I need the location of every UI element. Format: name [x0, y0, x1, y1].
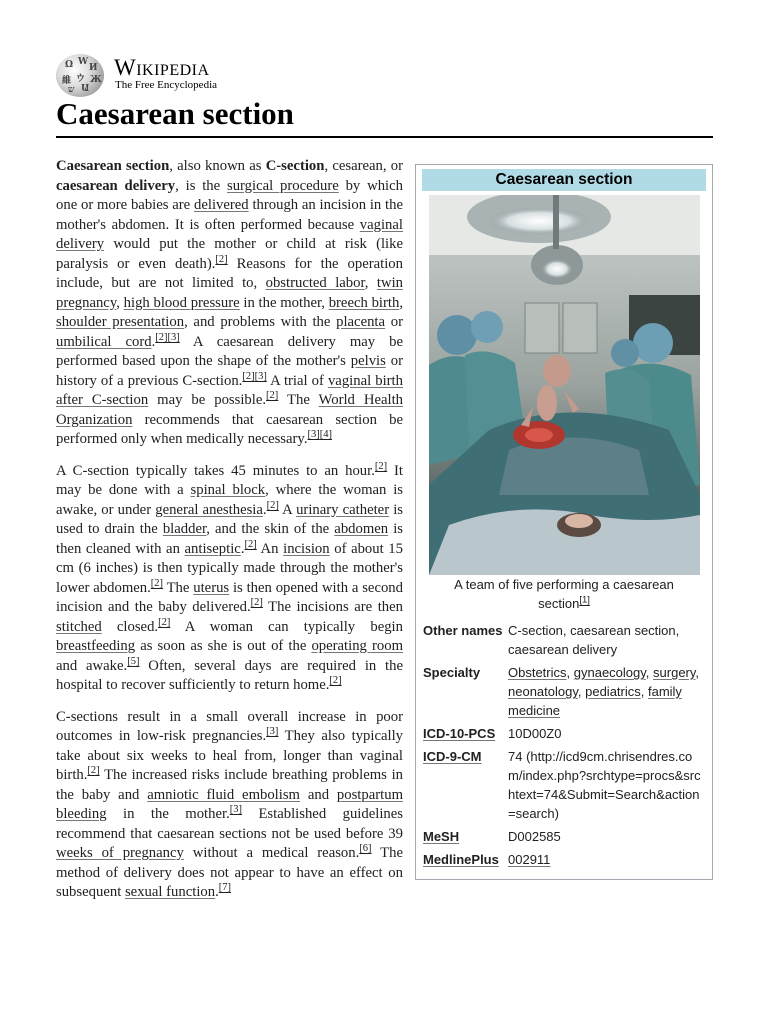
ref-link[interactable]: [2] — [155, 331, 168, 343]
link-obstructed-labor[interactable]: obstructed labor — [265, 275, 365, 291]
link-uterus[interactable]: uterus — [193, 579, 230, 596]
text-span: Reasons for the operation include, but are not limited to, — [56, 255, 403, 291]
text-span: A — [278, 501, 297, 518]
text-span: The — [278, 392, 319, 408]
text-span: , and problems with the — [184, 314, 337, 330]
medlineplus-value-link[interactable]: 002911 — [508, 852, 551, 867]
ref-link[interactable]: [2] — [266, 390, 279, 402]
link-placenta[interactable]: placenta — [336, 314, 386, 330]
infobox-row-other-names — [422, 619, 706, 661]
text-span: without a medical reason. — [183, 845, 360, 861]
text-span: A caesarean delivery may be performed based upon the shape of the mother's — [56, 333, 403, 369]
site-tagline: The Free Encyclopedia — [115, 79, 218, 91]
text-span: , — [116, 294, 124, 311]
specialty-link-pediatrics[interactable]: pediatrics — [585, 684, 641, 699]
infobox-row-icd9 — [422, 745, 706, 825]
ref-link[interactable]: [5] — [127, 655, 140, 667]
infobox-title: Caesarean section — [422, 169, 706, 191]
icd9-label-link[interactable]: ICD-9-CM — [423, 749, 482, 764]
text-span: and awake. — [56, 657, 128, 674]
text-span: A C-section typically takes 45 minutes to an hour. — [56, 462, 375, 479]
text-span: . — [151, 333, 156, 350]
text-span: , and the skin of the — [206, 521, 335, 537]
text-span: or history of a previous C-section. — [56, 353, 403, 389]
text-span: A woman can typically begin — [170, 618, 403, 635]
article-body — [56, 157, 713, 915]
infobox-row-icd10 — [422, 722, 706, 745]
ref-link[interactable]: [3] — [229, 804, 242, 816]
caption-ref-link[interactable]: [1] — [579, 594, 590, 606]
text-span: of about 15 cm (6 inches) is then typically made through the mother's lower abdomen. — [56, 540, 403, 596]
ref-link[interactable]: [2] — [242, 370, 255, 382]
infobox-image[interactable] — [429, 195, 700, 575]
specialty-link-gynaecology[interactable]: gynaecology — [573, 665, 646, 680]
text-span: , — [364, 275, 377, 291]
text-span: may be possible. — [148, 392, 267, 408]
ref-link[interactable]: [2] — [244, 538, 257, 550]
ref-link[interactable]: [2] — [250, 597, 263, 609]
wikipedia-wordmark[interactable] — [114, 55, 210, 81]
wordmark-initial: Wikipedia — [114, 55, 210, 80]
link-abdomen[interactable]: abdomen — [334, 521, 389, 537]
infobox-value-icd9: 74 (http://icd9cm.chrisendres.com/index.php?srchtype=procs&srchtext=74&Submit=Search&action=search) — [508, 749, 701, 821]
text-span: is then opened with a second incision and the baby delivered. — [56, 579, 403, 615]
ref-link[interactable]: [3] — [167, 331, 180, 343]
text-span: . — [215, 884, 219, 900]
link-general-anesthesia[interactable]: general anesthesia — [155, 501, 263, 518]
text-span: . — [262, 501, 267, 518]
link-breech-birth[interactable]: breech birth — [328, 294, 400, 311]
ref-link[interactable]: [2] — [329, 675, 342, 687]
text-span: Established guidelines recommend that caesarean sections not be used before 39 — [56, 806, 403, 842]
text-span: , cesarean, or — [324, 158, 403, 174]
infobox-label-specialty: Specialty — [423, 665, 481, 680]
text-span: , is the — [175, 177, 227, 194]
link-incision[interactable]: incision — [283, 540, 330, 557]
infobox-value-specialty: Obstetrics, gynaecology, surgery, neonatology, pediatrics, family medicine — [508, 665, 700, 718]
link-high-blood-pressure[interactable]: high blood pressure — [123, 294, 240, 311]
text-span: It may be done with a — [56, 462, 403, 498]
text-span: or — [385, 314, 403, 330]
text-span: The method of delivery does not appear to have an effect on subsequent — [56, 845, 403, 900]
infobox-value-other-names: C-section, caesarean section, caesarean delivery — [508, 623, 680, 657]
link-antiseptic[interactable]: antiseptic — [184, 540, 241, 557]
link-breastfeeding[interactable]: breastfeeding — [56, 638, 136, 654]
ref-link[interactable]: [7] — [218, 882, 232, 894]
infobox-caption-text: A team of five performing a caesarean section — [454, 577, 674, 611]
link-vbac[interactable]: vaginal birth after C-section — [56, 372, 403, 408]
link-urinary-catheter[interactable]: urinary catheter — [296, 501, 390, 518]
infobox-table — [422, 619, 706, 871]
link-operating-room[interactable]: operating room — [311, 638, 403, 654]
text-span: , — [399, 294, 403, 311]
text-span: . — [240, 540, 245, 557]
specialty-link-obstetrics[interactable]: Obstetrics — [508, 665, 567, 680]
title-divider — [56, 136, 713, 138]
link-amniotic-fluid-embolism[interactable]: amniotic fluid embolism — [147, 786, 300, 803]
infobox-label-other-names: Other names — [423, 623, 503, 638]
specialty-link-neonatology[interactable]: neonatology — [508, 684, 578, 699]
text-span: in the mother. — [106, 806, 230, 822]
wikipedia-globe-logo-icon[interactable]: Ω W И 維 ウ Ж ש Ա — [56, 54, 104, 97]
ref-link[interactable]: [6] — [359, 843, 372, 855]
text-span: is then cleaned with an — [56, 521, 404, 557]
link-postpartum-bleeding[interactable]: postpartum bleeding — [56, 786, 403, 822]
ref-link[interactable]: [2] — [374, 460, 388, 472]
text-span: , where the woman is awake, or under — [56, 482, 404, 518]
ref-link[interactable]: [3] — [254, 370, 267, 382]
infobox-row-specialty — [422, 661, 706, 722]
page-title: Caesarean section — [56, 96, 294, 131]
text-span: C-sections result in a small overall increase in poor outcomes in low-risk pregnancies. — [56, 708, 403, 744]
text-span: through an incision in the mother's abdomen. It is often performed because — [56, 197, 403, 233]
text-span: The increased risks include breathing problems in the baby and — [56, 767, 403, 803]
text-span: The incisions are then — [262, 599, 403, 615]
mesh-label-link[interactable]: MeSH — [423, 829, 460, 844]
term-c-section: C-section — [265, 158, 325, 174]
text-span: in the mother, — [239, 294, 329, 311]
medlineplus-label-link[interactable]: MedlinePlus — [423, 852, 499, 867]
ref-link[interactable]: [3] — [307, 429, 320, 441]
text-span: as soon as she is out of the — [135, 638, 312, 654]
text-span: They also typically take about six weeks to heal from, longer than vaginal birth. — [56, 728, 404, 783]
term-caesarean-section: Caesarean section — [56, 158, 170, 174]
link-umbilical-cord[interactable]: umbilical cord — [56, 333, 152, 350]
link-weeks-of-pregnancy[interactable]: weeks of pregnancy — [56, 845, 184, 861]
link-pelvis[interactable]: pelvis — [350, 353, 386, 369]
infobox-value-icd10: 10D00Z0 — [508, 726, 562, 741]
infobox-label-medlineplus — [422, 848, 507, 871]
infobox-label-mesh — [422, 825, 507, 848]
ref-link[interactable]: [2] — [158, 616, 171, 628]
text-span: recommends that caesarean section be performed only when medically necessary. — [56, 411, 403, 447]
link-delivered[interactable]: delivered — [194, 197, 249, 213]
ref-link[interactable]: [2] — [150, 577, 164, 589]
infobox — [415, 164, 713, 880]
specialty-link-surgery[interactable]: surgery — [653, 665, 696, 680]
link-spinal-block[interactable]: spinal block — [190, 482, 266, 498]
text-span: and — [300, 786, 337, 803]
infobox-label-icd9 — [422, 745, 507, 825]
text-span: A trial of — [266, 372, 328, 389]
infobox-value-medlineplus — [507, 848, 706, 871]
text-span: closed. — [101, 618, 159, 635]
ref-link[interactable]: [3] — [266, 726, 279, 738]
infobox-label-icd10 — [422, 722, 507, 745]
link-surgical-procedure[interactable]: surgical procedure — [227, 177, 339, 194]
text-span: by which one or more babies are — [56, 177, 403, 213]
link-who[interactable]: World Health Organization — [56, 392, 404, 428]
text-span: is used to drain the — [56, 501, 404, 537]
link-vaginal-delivery[interactable]: vaginal delivery — [56, 216, 403, 252]
text-span: An — [256, 540, 284, 557]
text-span: Often, several days are required in the hospital to recover sufficiently to return home. — [56, 657, 403, 693]
ref-link[interactable]: [2] — [215, 253, 228, 265]
infobox-caption — [422, 575, 706, 613]
ref-link[interactable]: [2] — [87, 765, 100, 777]
infobox-row-mesh — [422, 825, 706, 848]
ref-link[interactable]: [4] — [319, 429, 332, 441]
link-stitched[interactable]: stitched — [56, 618, 102, 635]
infobox-value-mesh: D002585 — [508, 829, 561, 844]
text-span: , also known as — [169, 158, 266, 174]
text-span: would put the mother or child at risk (like paralysis or even death). — [56, 236, 403, 272]
specialty-link-family-medicine[interactable]: family medicine — [508, 684, 682, 718]
link-bladder[interactable]: bladder — [162, 521, 207, 537]
icd10-label-link[interactable]: ICD-10-PCS — [423, 726, 496, 741]
link-twin-pregnancy[interactable]: twin pregnancy — [56, 275, 404, 311]
term-caesarean-delivery: caesarean delivery — [56, 177, 176, 194]
link-sexual-function[interactable]: sexual function — [124, 884, 216, 900]
infobox-row-medlineplus — [422, 848, 706, 871]
ref-link[interactable]: [2] — [266, 499, 279, 511]
link-shoulder-presentation[interactable]: shoulder presentation — [56, 314, 185, 330]
text-span: The — [163, 579, 194, 596]
